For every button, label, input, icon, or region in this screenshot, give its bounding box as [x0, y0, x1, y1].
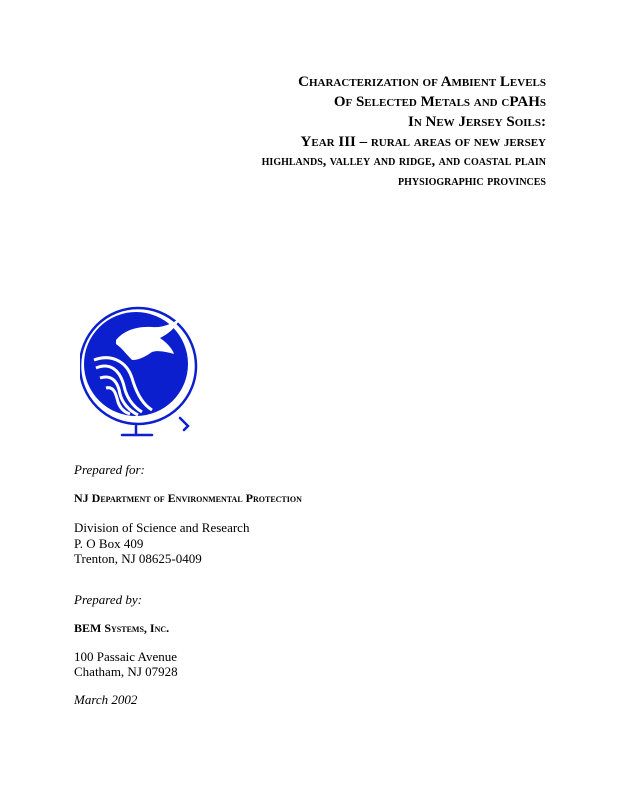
report-date: March 2002	[74, 692, 138, 707]
title-line-4: Year III – rural areas of new jersey	[300, 134, 546, 150]
prepared-for-address-line-2: P. O Box 409	[74, 536, 144, 551]
report-title	[262, 72, 546, 192]
title-line-2: Of Selected Metals and cPAHs	[333, 94, 546, 110]
njdep-seal-icon	[80, 296, 208, 440]
prepared-by-org: BEM Systems, Inc.	[74, 621, 170, 635]
prepared-for-org: NJ Department of Environmental Protection	[74, 491, 302, 505]
prepared-by-address-line-1: 100 Passaic Avenue	[74, 649, 178, 664]
prepared-for-label: Prepared for:	[74, 462, 145, 477]
prepared-for-address-line-3: Trenton, NJ 08625-0409	[74, 551, 202, 566]
prepared-by-address-line-2: Chatham, NJ 07928	[74, 664, 178, 679]
title-line-1: Characterization of Ambient Levels	[298, 74, 546, 90]
title-line-6: physiographic provinces	[398, 174, 546, 189]
prepared-for-address-line-1: Division of Science and Research	[74, 520, 250, 535]
title-line-3: In New Jersey Soils:	[407, 114, 546, 130]
title-line-5: highlands, valley and ridge, and coastal plain	[261, 154, 546, 169]
prepared-by-label: Prepared by:	[74, 592, 142, 607]
